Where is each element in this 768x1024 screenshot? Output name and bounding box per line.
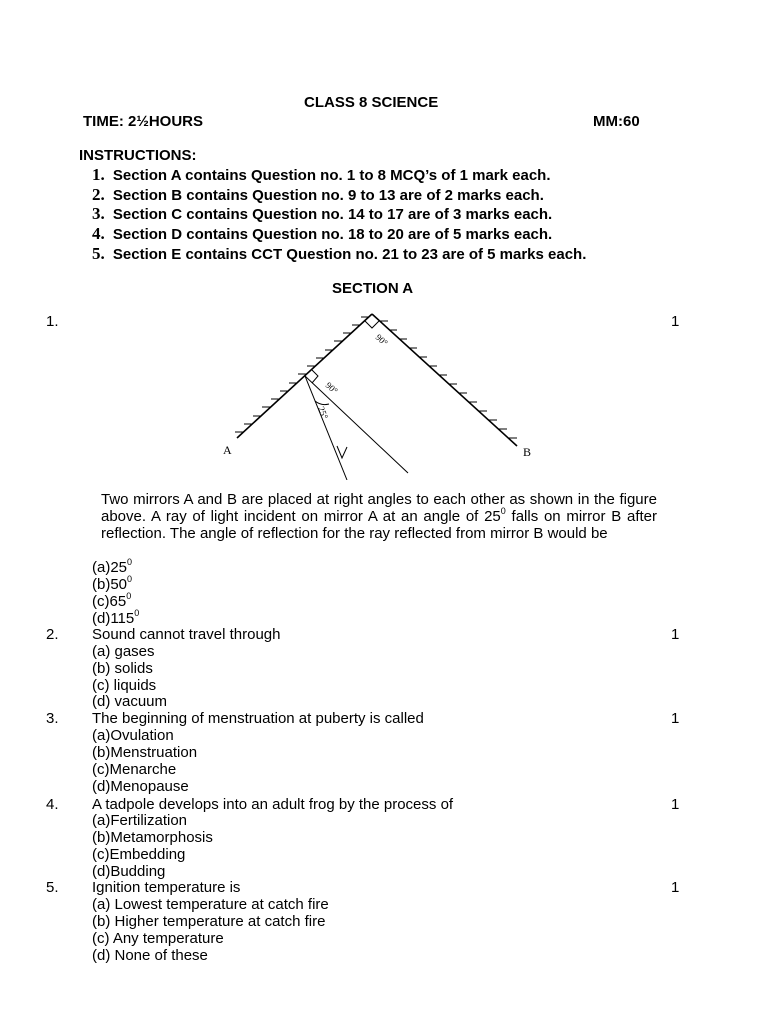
instruction-number: 1. bbox=[92, 165, 105, 184]
right-angle-marker-normal bbox=[312, 370, 318, 383]
instruction-number: 3. bbox=[92, 204, 105, 223]
question-marks: 1 bbox=[671, 313, 680, 330]
label-b: B bbox=[523, 445, 532, 459]
option: (b) Higher temperature at catch fire bbox=[92, 913, 326, 930]
question-number: 1. bbox=[46, 313, 59, 330]
instruction-number: 4. bbox=[92, 224, 105, 243]
normal-line bbox=[305, 376, 408, 473]
page-title: CLASS 8 SCIENCE bbox=[304, 94, 439, 111]
option: (d)Budding bbox=[92, 863, 166, 880]
question-number: 2. bbox=[46, 626, 59, 643]
option: $(b)50^0$ bbox=[92, 574, 133, 593]
right-angle-marker-top bbox=[365, 321, 379, 328]
question-number: 5. bbox=[46, 879, 59, 896]
option: $(a)25^0$ bbox=[92, 557, 133, 576]
instruction-number: 2. bbox=[92, 185, 105, 204]
instruction-item bbox=[92, 186, 544, 204]
mirror-b bbox=[372, 314, 517, 446]
label-a: A bbox=[223, 443, 232, 457]
option: (a)Fertilization bbox=[92, 812, 188, 829]
instruction-item bbox=[92, 166, 551, 184]
exam-time: TIME: 2½HOURS bbox=[83, 113, 204, 130]
question-1-text-part-b: falls on mirror B after reflection. The angle of reflection for the ray reflected from mirror B would be bbox=[101, 508, 657, 542]
angle-arc bbox=[315, 401, 329, 405]
option: (d) None of these bbox=[92, 947, 208, 964]
option: (b) solids bbox=[92, 660, 153, 677]
instruction-text: Section D contains Question no. 18 to 20 are of 5 marks each. bbox=[112, 226, 553, 243]
instruction-text: Section A contains Question no. 1 to 8 MCQ’s of 1 mark each. bbox=[112, 167, 551, 184]
question-text: Sound cannot travel through bbox=[92, 626, 281, 643]
option: (d)Menopause bbox=[92, 778, 189, 795]
option: (c) liquids bbox=[92, 677, 157, 694]
incident-ray bbox=[305, 376, 347, 480]
instruction-item bbox=[92, 225, 552, 243]
instruction-text: Section B contains Question no. 9 to 13 are of 2 marks each. bbox=[112, 187, 544, 204]
section-a-title: SECTION A bbox=[332, 280, 414, 297]
option: (c)Menarche bbox=[92, 761, 177, 778]
instruction-item bbox=[92, 245, 586, 263]
question-marks: 1 bbox=[671, 879, 680, 896]
question-text: Ignition temperature is bbox=[92, 879, 241, 896]
option: (d) vacuum bbox=[92, 693, 168, 710]
angle-label-top: 90° bbox=[373, 332, 390, 348]
mirrors-diagram bbox=[215, 308, 545, 480]
angle-label-incident: 25° bbox=[316, 405, 331, 421]
question-marks: 1 bbox=[671, 710, 680, 727]
option: (c) Any temperature bbox=[92, 930, 224, 947]
question-marks: 1 bbox=[671, 796, 680, 813]
instruction-text: Section C contains Question no. 14 to 17 are of 3 marks each. bbox=[112, 206, 553, 223]
instructions-heading: INSTRUCTIONS: bbox=[79, 147, 197, 164]
superscript: 0 bbox=[500, 506, 506, 516]
question-text: A tadpole develops into an adult frog by the process of bbox=[92, 796, 454, 813]
option: (a)Ovulation bbox=[92, 727, 174, 744]
option: (b)Metamorphosis bbox=[92, 829, 213, 846]
question-number: 3. bbox=[46, 710, 59, 727]
question-1-text-part-a: Two mirrors A and B are placed at right angles to each other as shown in the figure above. A ray of light incident on mirror A at an angle of 25 bbox=[101, 491, 657, 525]
question-text: The beginning of menstruation at puberty is called bbox=[92, 710, 424, 727]
ray-arrowhead bbox=[337, 446, 347, 458]
question-marks: 1 bbox=[671, 626, 680, 643]
max-marks: MM:60 bbox=[593, 113, 640, 130]
question-1-text bbox=[101, 491, 657, 542]
instruction-text: Section E contains CCT Question no. 21 to 23 are of 5 marks each. bbox=[112, 246, 587, 263]
option: (a) Lowest temperature at catch fire bbox=[92, 896, 329, 913]
instruction-number: 5. bbox=[92, 244, 105, 263]
question-number: 4. bbox=[46, 796, 59, 813]
mirror-b-hatching bbox=[380, 321, 517, 438]
option: (c)Embedding bbox=[92, 846, 186, 863]
instruction-item bbox=[92, 205, 552, 223]
option: $(d)115^0$ bbox=[92, 608, 140, 627]
angle-label-normal: 90° bbox=[323, 380, 340, 396]
option: $(c)65^0$ bbox=[92, 591, 132, 610]
option: (b)Menstruation bbox=[92, 744, 198, 761]
option: (a) gases bbox=[92, 643, 155, 660]
